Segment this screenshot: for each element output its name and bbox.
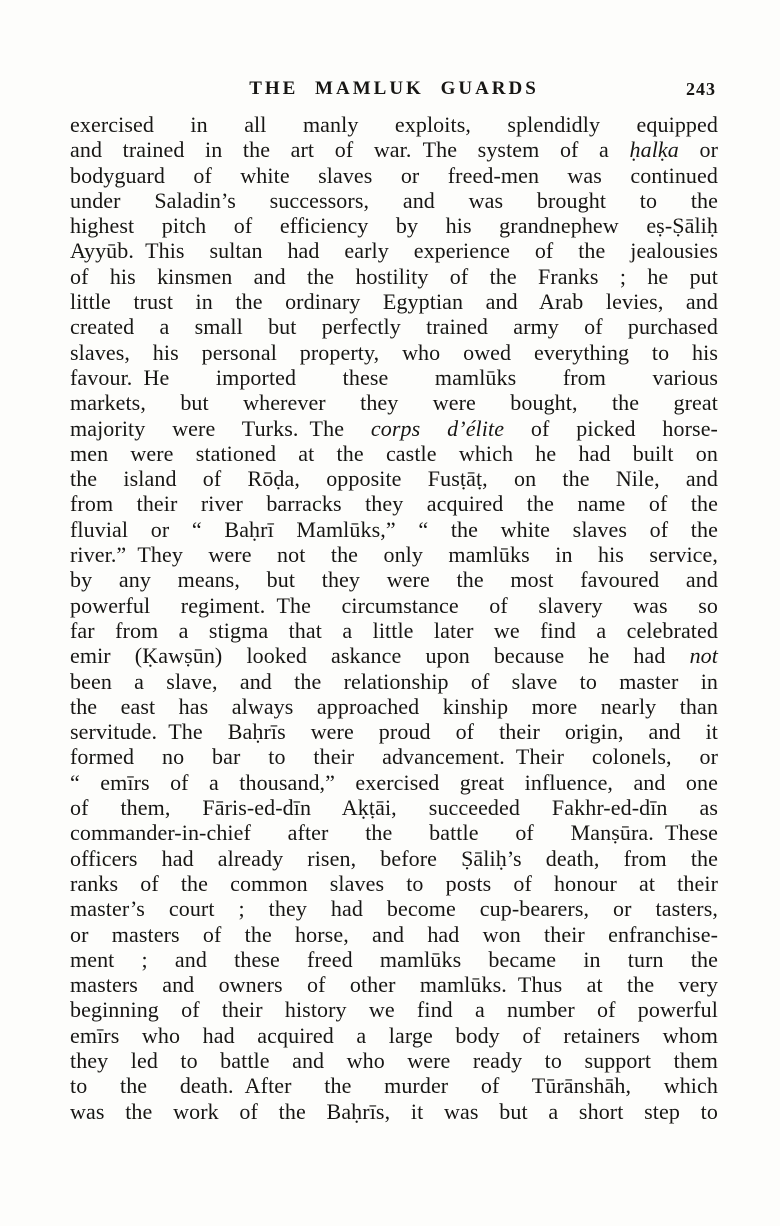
text-line: emīrs who had acquired a large body of retainers whom [70, 1022, 718, 1048]
text-line: beginning of their history we find a number of powerful [70, 997, 718, 1023]
text-line: servitude. The Baḥrīs were proud of their origin, and it [70, 719, 718, 745]
text-line: or masters of the horse, and had won their enfranchise- [70, 921, 718, 947]
text-line: was the work of the Baḥrīs, it was but a short step to [70, 1098, 718, 1124]
text-line: they led to battle and who were ready to support them [70, 1047, 718, 1073]
text-line: far from a stigma that a little later we find a celebrated [70, 617, 718, 643]
text-line: the east has always approached kinship more nearly than [70, 693, 718, 719]
text-line: and trained in the art of war. The system of a ḥalḳa or [70, 137, 718, 163]
text-line: highest pitch of efficiency by his grandnephew eṣ-Ṣāliḥ [70, 213, 718, 239]
page-body [70, 112, 718, 1124]
text-line: emir (Ḳawṣūn) looked askance upon because he had not [70, 643, 718, 669]
text-line: masters and owners of other mamlūks. Thus at the very [70, 972, 718, 998]
text-line: created a small but perfectly trained army of purchased [70, 314, 718, 340]
text-line: from their river barracks they acquired the name of the [70, 491, 718, 517]
text-line: little trust in the ordinary Egyptian and Arab levies, and [70, 289, 718, 315]
text-line: been a slave, and the relationship of slave to master in [70, 668, 718, 694]
text-line: under Saladin’s successors, and was brought to the [70, 187, 718, 213]
text-line: fluvial or “ Baḥrī Mamlūks,” “ the white slaves of the [70, 516, 718, 542]
text-line: powerful regiment. The circumstance of slavery was so [70, 592, 718, 618]
text-line: ment ; and these freed mamlūks became in turn the [70, 946, 718, 972]
page-header [70, 78, 718, 102]
text-line: river.” They were not the only mamlūks in his service, [70, 542, 718, 568]
text-line: to the death. After the murder of Tūrānshāh, which [70, 1073, 718, 1099]
text-line: men were stationed at the castle which he had built on [70, 440, 718, 466]
text-line: bodyguard of white slaves or freed-men was continued [70, 162, 718, 188]
text-line: by any means, but they were the most favoured and [70, 567, 718, 593]
text-line: commander-in-chief after the battle of Manṣūra. These [70, 820, 718, 846]
text-line: slaves, his personal property, who owed everything to his [70, 339, 718, 365]
text-line: exercised in all manly exploits, splendidly equipped [70, 112, 718, 137]
text-line: “ emīrs of a thousand,” exercised great influence, and one [70, 769, 718, 795]
text-line: Ayyūb. This sultan had early experience of the jealousies [70, 238, 718, 264]
text-line: ranks of the common slaves to posts of honour at their [70, 870, 718, 896]
text-line: markets, but wherever they were bought, the great [70, 390, 718, 416]
text-line: officers had already risen, before Ṣāliḥ’s death, from the [70, 845, 718, 871]
text-line: favour. He imported these mamlūks from various [70, 364, 718, 390]
text-line: formed no bar to their advancement. Their colonels, or [70, 744, 718, 770]
text-line: of them, Fāris-ed-dīn Aḳṭāi, succeeded Fakhr-ed-dīn as [70, 795, 718, 821]
text-line: of his kinsmen and the hostility of the Franks ; he put [70, 263, 718, 289]
text-line: master’s court ; they had become cup-bearers, or tasters, [70, 896, 718, 922]
text-line: the island of Rōḍa, opposite Fusṭāṭ, on the Nile, and [70, 466, 718, 492]
running-title: THE MAMLUK GUARDS [249, 78, 539, 99]
text-line: majority were Turks. The corps d’élite of picked horse- [70, 415, 718, 441]
page-number: 243 [686, 79, 716, 99]
